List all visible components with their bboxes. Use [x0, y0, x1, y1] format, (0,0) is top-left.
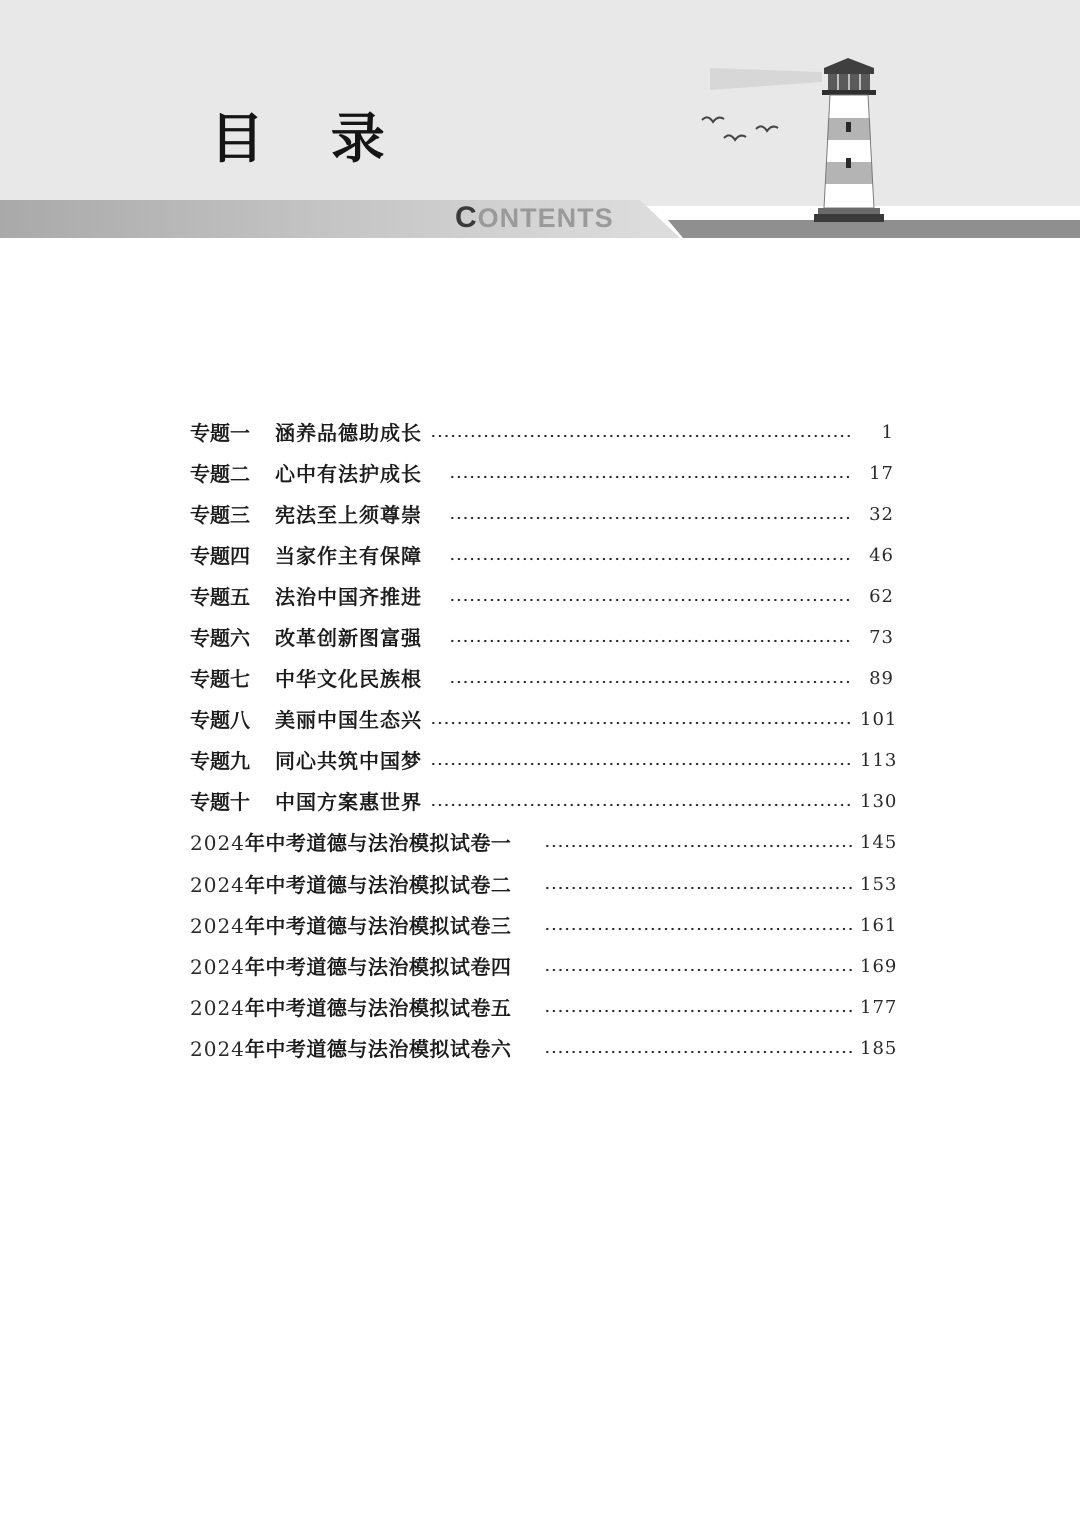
light-beam-icon — [710, 68, 822, 90]
toc-entry[interactable] — [190, 659, 894, 700]
toc-page-number: 153 — [860, 873, 898, 895]
toc-page-number: 130 — [860, 791, 898, 813]
toc-exam-name: 年中考道德与法治模拟试卷二 — [244, 872, 512, 897]
toc-exam-title — [190, 913, 536, 938]
toc-exam-entry[interactable] — [190, 864, 898, 905]
toc-leader-dots — [430, 751, 852, 771]
toc-topic-label: 专题四 — [190, 543, 250, 568]
toc-page-number: 17 — [869, 462, 894, 484]
toc-topic-label: 专题三 — [190, 502, 250, 527]
toc-entry[interactable] — [190, 741, 898, 782]
toc-exam-name: 年中考道德与法治模拟试卷三 — [244, 913, 512, 938]
toc-entry[interactable] — [190, 412, 894, 453]
toc-leader-dots — [544, 916, 852, 936]
header-background — [0, 0, 1080, 206]
toc-exam-entry[interactable] — [190, 946, 898, 987]
toc-page-number: 177 — [860, 996, 898, 1018]
toc-exam-year: 2024 — [190, 872, 245, 897]
toc-exam-title — [190, 872, 536, 897]
toc-page-number: 185 — [860, 1037, 898, 1059]
toc-leader-dots — [449, 464, 852, 484]
toc-leader-dots — [430, 710, 852, 730]
toc-page-number: 62 — [869, 585, 894, 607]
toc-exam-name: 年中考道德与法治模拟试卷一 — [244, 831, 512, 856]
toc-leader-dots — [449, 669, 852, 689]
toc-page-number: 169 — [860, 955, 898, 977]
toc-leader-dots — [544, 957, 852, 977]
toc-topic-name: 心中有法护成长 — [275, 461, 422, 486]
toc-page-number: 32 — [869, 503, 894, 525]
toc-entry[interactable] — [190, 576, 894, 617]
toc-topic-label: 专题五 — [190, 584, 250, 609]
toc-entry[interactable] — [190, 782, 898, 823]
toc-leader-dots — [430, 423, 852, 443]
toc-leader-dots — [544, 998, 852, 1018]
contents-label-rest: ONTENTS — [477, 203, 614, 233]
toc-exam-title — [190, 954, 536, 979]
toc-exam-entry[interactable] — [190, 987, 898, 1028]
toc-topic-name: 中国方案惠世界 — [275, 790, 422, 815]
toc-exam-year: 2024 — [190, 831, 245, 856]
toc-page-number: 145 — [860, 832, 898, 854]
toc-entry[interactable] — [190, 617, 894, 658]
toc-leader-dots — [544, 1039, 852, 1059]
toc-exam-name: 年中考道德与法治模拟试卷六 — [244, 1036, 512, 1061]
toc-page-number: 1 — [881, 421, 894, 443]
toc-exam-year: 2024 — [190, 954, 245, 979]
toc-topic-label: 专题六 — [190, 626, 250, 651]
toc-exam-name: 年中考道德与法治模拟试卷四 — [244, 954, 512, 979]
toc-exam-year: 2024 — [190, 995, 245, 1020]
toc-exam-title — [190, 831, 536, 856]
toc-exam-entry[interactable] — [190, 823, 898, 864]
toc-topic-label: 专题十 — [190, 790, 250, 815]
toc-topic-name: 中华文化民族根 — [275, 667, 422, 692]
toc-page-number: 101 — [860, 709, 898, 731]
toc-entry[interactable] — [190, 700, 898, 741]
toc-topic-label: 专题七 — [190, 667, 250, 692]
toc-leader-dots — [449, 505, 852, 525]
toc-topic-name: 美丽中国生态兴 — [275, 708, 422, 733]
toc-topic-name: 宪法至上须尊崇 — [275, 502, 422, 527]
toc-exam-year: 2024 — [190, 1036, 245, 1061]
toc-leader-dots — [449, 628, 852, 648]
toc-page-number: 89 — [869, 668, 894, 690]
toc-topic-label: 专题九 — [190, 749, 250, 774]
table-of-contents — [190, 412, 898, 1070]
toc-topic-name: 同心共筑中国梦 — [275, 749, 422, 774]
contents-label — [455, 203, 614, 233]
toc-exam-entry[interactable] — [190, 1028, 898, 1069]
toc-topic-label: 专题八 — [190, 708, 250, 733]
toc-page-number: 113 — [860, 750, 898, 772]
page-title: 目 录 — [210, 107, 409, 170]
toc-leader-dots — [544, 833, 852, 853]
toc-exam-title — [190, 1036, 536, 1061]
toc-page-number: 161 — [860, 914, 898, 936]
toc-topic-name: 法治中国齐推进 — [275, 584, 422, 609]
toc-leader-dots — [430, 792, 852, 812]
toc-entry[interactable] — [190, 535, 894, 576]
seagull-icon — [756, 126, 778, 131]
toc-topic-label: 专题一 — [190, 420, 250, 445]
contents-label-initial: C — [455, 201, 478, 234]
toc-topic-name: 改革创新图富强 — [275, 626, 422, 651]
seagull-icon — [724, 135, 746, 140]
page-header — [0, 0, 1080, 240]
toc-leader-dots — [449, 546, 852, 566]
lighthouse-illustration — [700, 50, 900, 230]
seagull-icon — [702, 117, 724, 122]
toc-exam-year: 2024 — [190, 913, 245, 938]
toc-topic-label: 专题二 — [190, 461, 250, 486]
toc-topic-name: 当家作主有保障 — [275, 543, 422, 568]
toc-exam-name: 年中考道德与法治模拟试卷五 — [244, 995, 512, 1020]
toc-entry[interactable] — [190, 453, 894, 494]
toc-page-number: 46 — [869, 544, 894, 566]
toc-exam-title — [190, 995, 536, 1020]
toc-entry[interactable] — [190, 494, 894, 535]
toc-leader-dots — [449, 587, 852, 607]
toc-leader-dots — [544, 875, 852, 895]
toc-page-number: 73 — [869, 627, 894, 649]
toc-topic-name: 涵养品德助成长 — [275, 420, 422, 445]
toc-exam-entry[interactable] — [190, 905, 898, 946]
